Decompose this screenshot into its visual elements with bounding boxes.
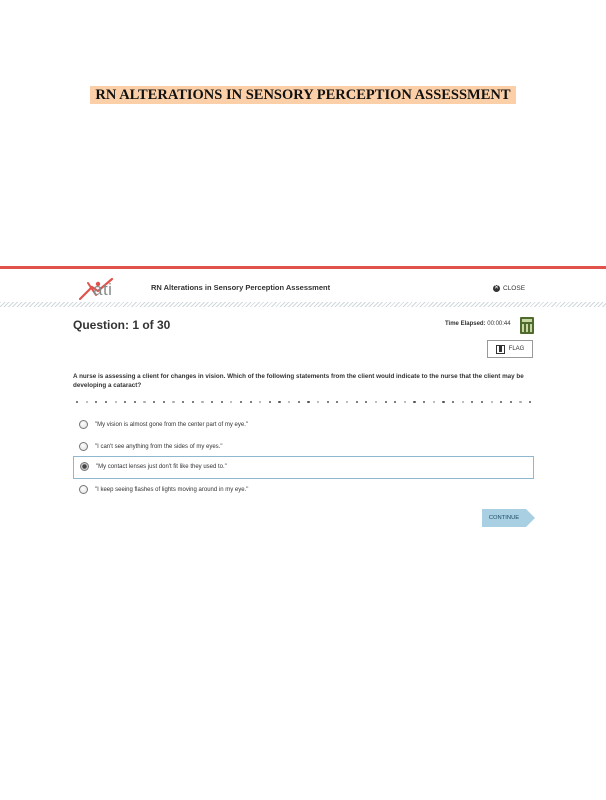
answer-text: "I keep seeing flashes of lights moving around in my eye." xyxy=(95,487,249,493)
question-progress-dots xyxy=(76,400,532,404)
close-button[interactable] xyxy=(493,285,525,292)
progress-dot xyxy=(250,401,252,403)
progress-dot xyxy=(491,401,493,403)
progress-dot xyxy=(375,401,377,403)
progress-dot xyxy=(172,401,174,403)
progress-dot xyxy=(500,401,502,403)
bookmark-icon xyxy=(496,345,505,354)
progress-dot xyxy=(462,401,464,403)
calculator-icon[interactable] xyxy=(520,317,534,334)
close-icon: ✕ xyxy=(493,285,500,291)
progress-dot xyxy=(230,401,232,403)
progress-dot xyxy=(259,401,261,403)
app-title: RN Alterations in Sensory Perception Assessment xyxy=(151,283,331,292)
progress-dot xyxy=(317,401,319,403)
progress-dot xyxy=(481,401,483,403)
progress-dot xyxy=(385,401,387,403)
progress-dot xyxy=(327,401,329,403)
progress-dot xyxy=(433,401,435,403)
answer-option[interactable] xyxy=(73,415,534,436)
progress-dot xyxy=(288,401,290,403)
app-header xyxy=(0,269,606,302)
radio-button[interactable] xyxy=(79,420,88,429)
progress-dot xyxy=(269,401,271,403)
assessment-window xyxy=(0,266,606,556)
progress-dot xyxy=(510,401,512,403)
answer-text: "My vision is almost gone from the center part of my eye." xyxy=(95,422,248,428)
progress-dot xyxy=(471,401,473,403)
radio-button[interactable] xyxy=(79,485,88,494)
progress-dot xyxy=(413,401,415,403)
progress-dot xyxy=(163,401,165,403)
time-elapsed-value: 00:00:44 xyxy=(487,321,511,327)
answer-option[interactable] xyxy=(73,437,534,458)
progress-dot xyxy=(95,401,97,403)
progress-dot xyxy=(452,401,454,403)
progress-dot xyxy=(76,401,78,403)
progress-dot xyxy=(519,401,521,403)
progress-dot xyxy=(143,401,145,403)
continue-button[interactable]: CONTINUE xyxy=(482,509,526,527)
document-title: RN ALTERATIONS IN SENSORY PERCEPTION ASSESSMENT xyxy=(90,86,516,104)
progress-dot xyxy=(221,401,223,403)
logo-wordmark: ati xyxy=(93,280,113,299)
flag-label: FLAG xyxy=(508,346,525,352)
progress-dot xyxy=(298,401,300,403)
question-counter: Question: 1 of 30 xyxy=(73,318,171,332)
answer-option-selected[interactable] xyxy=(73,456,534,479)
question-stem: A nurse is assessing a client for changes in vision. Which of the following statements from the client would indicate to the nurse that the client may be developing a cataract? xyxy=(73,373,524,389)
progress-dot xyxy=(124,401,126,403)
progress-dot xyxy=(240,401,242,403)
progress-dot xyxy=(153,401,155,403)
progress-dot xyxy=(529,401,531,403)
progress-dot xyxy=(404,401,406,403)
progress-dot xyxy=(105,401,107,403)
progress-dot xyxy=(211,401,213,403)
progress-dot xyxy=(115,401,117,403)
header-divider xyxy=(0,302,606,307)
radio-button[interactable] xyxy=(79,442,88,451)
flag-button[interactable] xyxy=(487,340,533,358)
progress-dot xyxy=(86,401,88,403)
progress-dot xyxy=(423,401,425,403)
progress-dot xyxy=(346,401,348,403)
progress-dot xyxy=(365,401,367,403)
progress-dot xyxy=(192,401,194,403)
progress-dot xyxy=(134,401,136,403)
progress-dot xyxy=(394,401,396,403)
progress-dot xyxy=(201,401,203,403)
close-label: CLOSE xyxy=(503,285,526,292)
progress-dot xyxy=(182,401,184,403)
progress-dot xyxy=(307,401,309,403)
progress-dot xyxy=(336,401,338,403)
answer-text: "I can't see anything from the sides of my eyes." xyxy=(95,444,223,450)
progress-dot xyxy=(278,401,280,403)
time-elapsed xyxy=(445,321,511,327)
radio-button-checked[interactable] xyxy=(80,462,89,471)
answer-option[interactable] xyxy=(73,480,534,501)
progress-dot xyxy=(442,401,444,403)
progress-dot xyxy=(356,401,358,403)
time-elapsed-label: Time Elapsed: xyxy=(445,321,486,327)
answer-text: "My contact lenses just don't fit like they used to." xyxy=(96,464,227,470)
